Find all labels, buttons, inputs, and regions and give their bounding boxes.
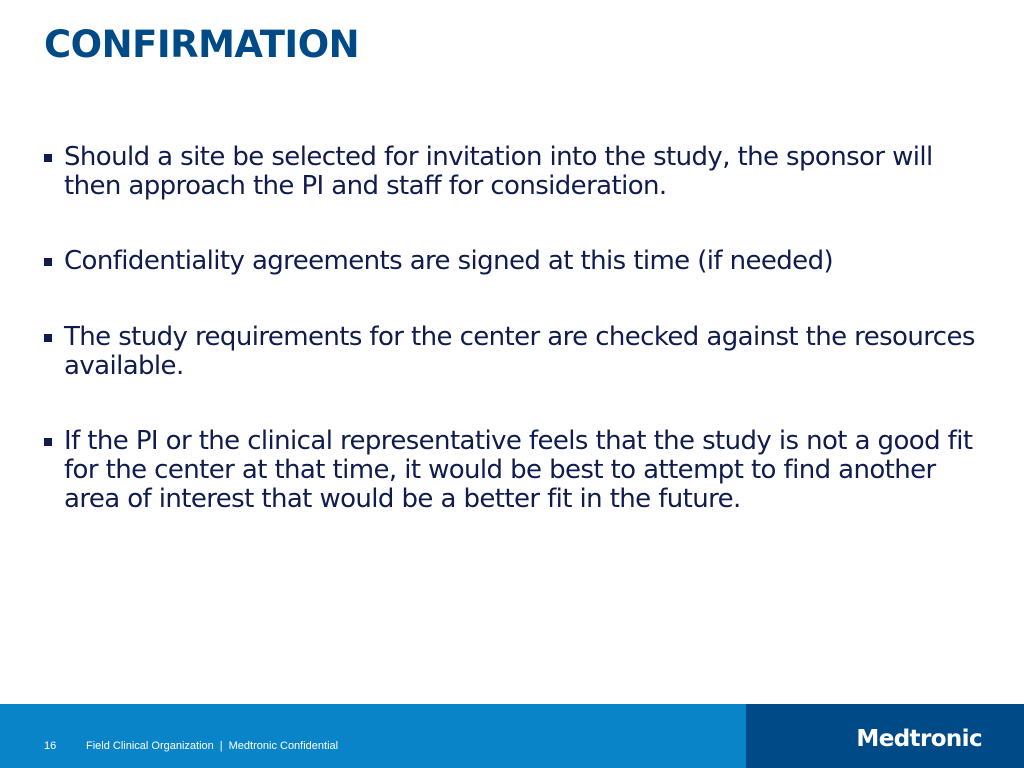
bullet-item <box>44 427 994 514</box>
slide-title: CONFIRMATION <box>44 23 360 66</box>
bullet-text: Should a site be selected for invitation into the study, the sponsor will then approach the PI and staff for consideration. <box>64 142 933 201</box>
bullet-item <box>44 247 994 276</box>
bullet-text: If the PI or the clinical representative feels that the study is not a good fit for the center at that time, it would be best to attempt to find another area of interest that would be a better fit in the future. <box>64 426 973 514</box>
footer-bar <box>0 704 1024 768</box>
bullet-text: Confidentiality agreements are signed at this time (if needed) <box>64 246 834 276</box>
bullet-item <box>44 143 994 201</box>
bullet-list <box>44 143 994 560</box>
footer-separator: | <box>219 740 223 752</box>
confidentiality-label: Medtronic Confidential <box>228 740 339 752</box>
footer-text <box>86 740 338 752</box>
medtronic-logo: Medtronic <box>856 726 982 752</box>
square-bullet-icon <box>44 438 52 446</box>
organization-label: Field Clinical Organization <box>86 740 214 752</box>
bullet-item <box>44 323 994 381</box>
square-bullet-icon <box>44 258 52 266</box>
page-number: 16 <box>44 740 57 752</box>
square-bullet-icon <box>44 154 52 162</box>
bullet-text: The study requirements for the center are checked against the resources available. <box>64 322 975 381</box>
square-bullet-icon <box>44 334 52 342</box>
logo-panel <box>746 704 1024 768</box>
